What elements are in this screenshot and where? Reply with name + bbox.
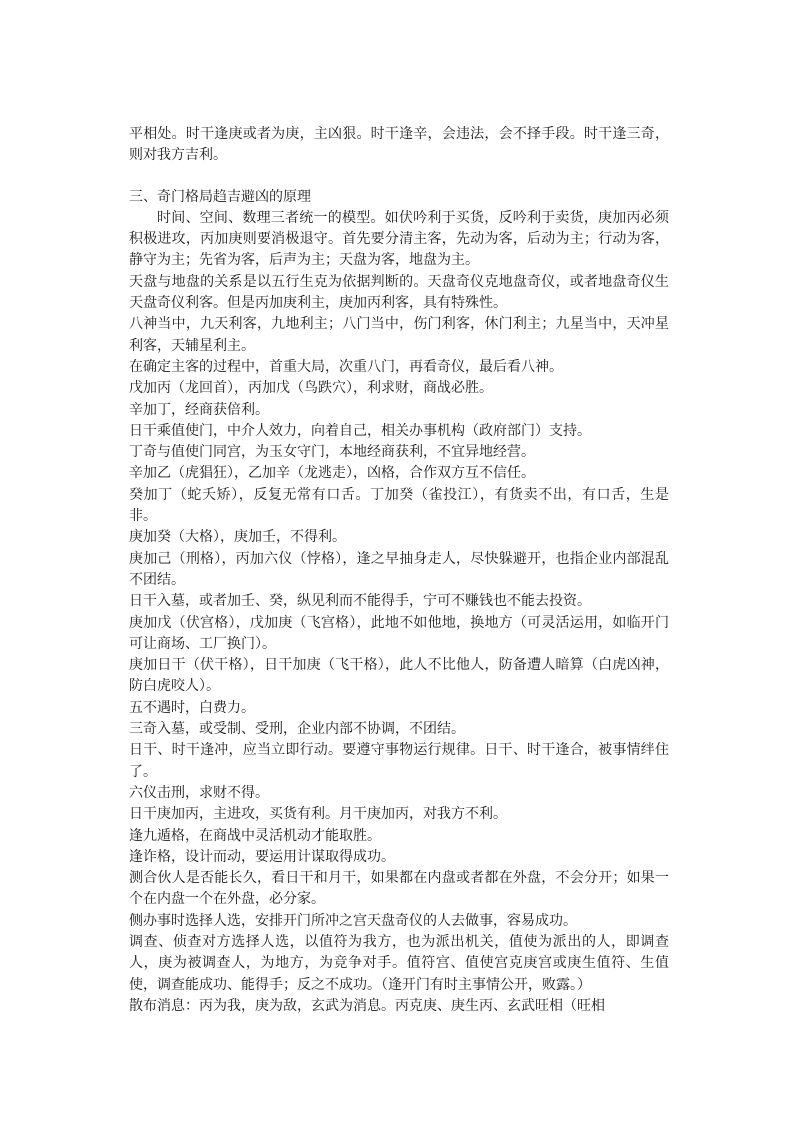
body-paragraph: 六仪击刑，求财不得。 (129, 784, 269, 801)
body-paragraph: 逢诈格，设计而动，要运用计谋取得成功。 (129, 848, 395, 865)
body-paragraph: 侧办事时选择人选，安排开门所冲之宫天盘奇仪的人去做事，容易成功。 (129, 912, 577, 929)
body-paragraph: 庚加日干（伏干格），日干加庚（飞干格），此人不比他人，防备遭人暗算（白虎凶神，防白虎咬人）。 (129, 657, 669, 695)
section-heading: 三、奇门格局趋吉避凶的原理 (129, 188, 311, 205)
body-paragraph: 辛加乙（虎猖狂），乙加辛（龙逃走），凶格，合作双方互不信任。 (129, 465, 535, 482)
body-paragraph: 散布消息：丙为我，庚为敌，玄武为消息。丙克庚、庚生丙、玄武旺相（旺相 (129, 997, 605, 1014)
body-paragraph: 日干庚加丙，主进攻，买货有利。月干庚加丙，对我方不利。 (129, 806, 507, 823)
body-paragraph: 时间、空间、数理三者统一的模型。如伏吟利于买货，反吟利于卖货，庚加丙必须积极进攻，丙加庚则要消极退守。首先要分清主客，先动为客，后动为主；行动为客，静守为主；先省为客，后声为主；天盘为客，地盘为主。 (129, 209, 669, 269)
document-body (129, 124, 669, 1017)
body-paragraph: 日干、时干逢冲，应当立即行动。要遵守事物运行规律。日干、时干逢合，被事情绊住了。 (129, 742, 669, 780)
body-paragraph: 八神当中，九天利客，九地利主；八门当中，伤门利客，休门利主；九星当中，天冲星利客，天辅星利主。 (129, 316, 669, 354)
body-paragraph: 庚加己（刑格），丙加六仪（悖格），逢之早抽身走人，尽快躲避开，也指企业内部混乱不团结。 (129, 550, 669, 588)
body-paragraph: 调查、侦查对方选择人选，以值符为我方，也为派出机关，值使为派出的人，即调查人，庚为被调查人，为地方，为竞争对手。值符宫、值使宫克庚宫或庚生值符、生值使，调查能成功、能得手；反之不成功。（逢开门有时主事情公开，败露。） (129, 933, 669, 993)
body-paragraph: 五不遇时，白费力。 (129, 699, 255, 716)
body-paragraph: 日干入墓，或者加壬、癸，纵见利而不能得手，宁可不赚钱也不能去投资。 (129, 593, 591, 610)
intro-paragraph: 平相处。时干逢庚或者为庚，主凶狠。时干逢辛，会违法，会不择手段。时干逢三奇，则对我方吉利。 (129, 126, 669, 164)
body-paragraph: 天盘与地盘的关系是以五行生克为依据判断的。天盘奇仪克地盘奇仪，或者地盘奇仪生天盘奇仪利客。但是丙加庚利主，庚加丙利客，具有特殊性。 (129, 273, 669, 312)
body-paragraph: 庚加癸（大格），庚加壬，不得利。 (129, 529, 346, 546)
body-paragraph: 三奇入墓，或受制、受刑，企业内部不协调，不团结。 (129, 721, 465, 738)
body-paragraph: 测合伙人是否能长久，看日干和月干，如果都在内盘或者都在外盘，不会分开；如果一个在内盘一个在外盘，必分家。 (129, 870, 669, 908)
body-paragraph: 癸加丁（蛇夭矫），反复无常有口舌。丁加癸（雀投江），有货卖不出，有口舌，生是非。 (129, 486, 669, 525)
body-paragraph: 辛加丁，经商获倍利。 (129, 401, 269, 418)
body-paragraph: 戊加丙（龙回首），丙加戊（鸟跌穴），利求财，商战必胜。 (129, 380, 493, 397)
section-gap (129, 167, 669, 187)
body-paragraph: 丁奇与值使门同宫，为玉女守门，本地经商获利，不宜异地经营。 (129, 444, 535, 461)
body-paragraph: 逢九遁格，在商战中灵活机动才能取胜。 (129, 827, 381, 844)
body-paragraph: 日干乘值使门，中介人效力，向着自己，相关办事机构（政府部门）支持。 (129, 422, 591, 439)
body-paragraph: 庚加戊（伏宫格），戊加庚（飞宫格），此地不如他地，换地方（可灵活运用，如临开门可让商场、工厂换门）。 (129, 614, 669, 652)
body-paragraph: 在确定主客的过程中，首重大局，次重八门，再看奇仪，最后看八神。 (129, 358, 563, 375)
